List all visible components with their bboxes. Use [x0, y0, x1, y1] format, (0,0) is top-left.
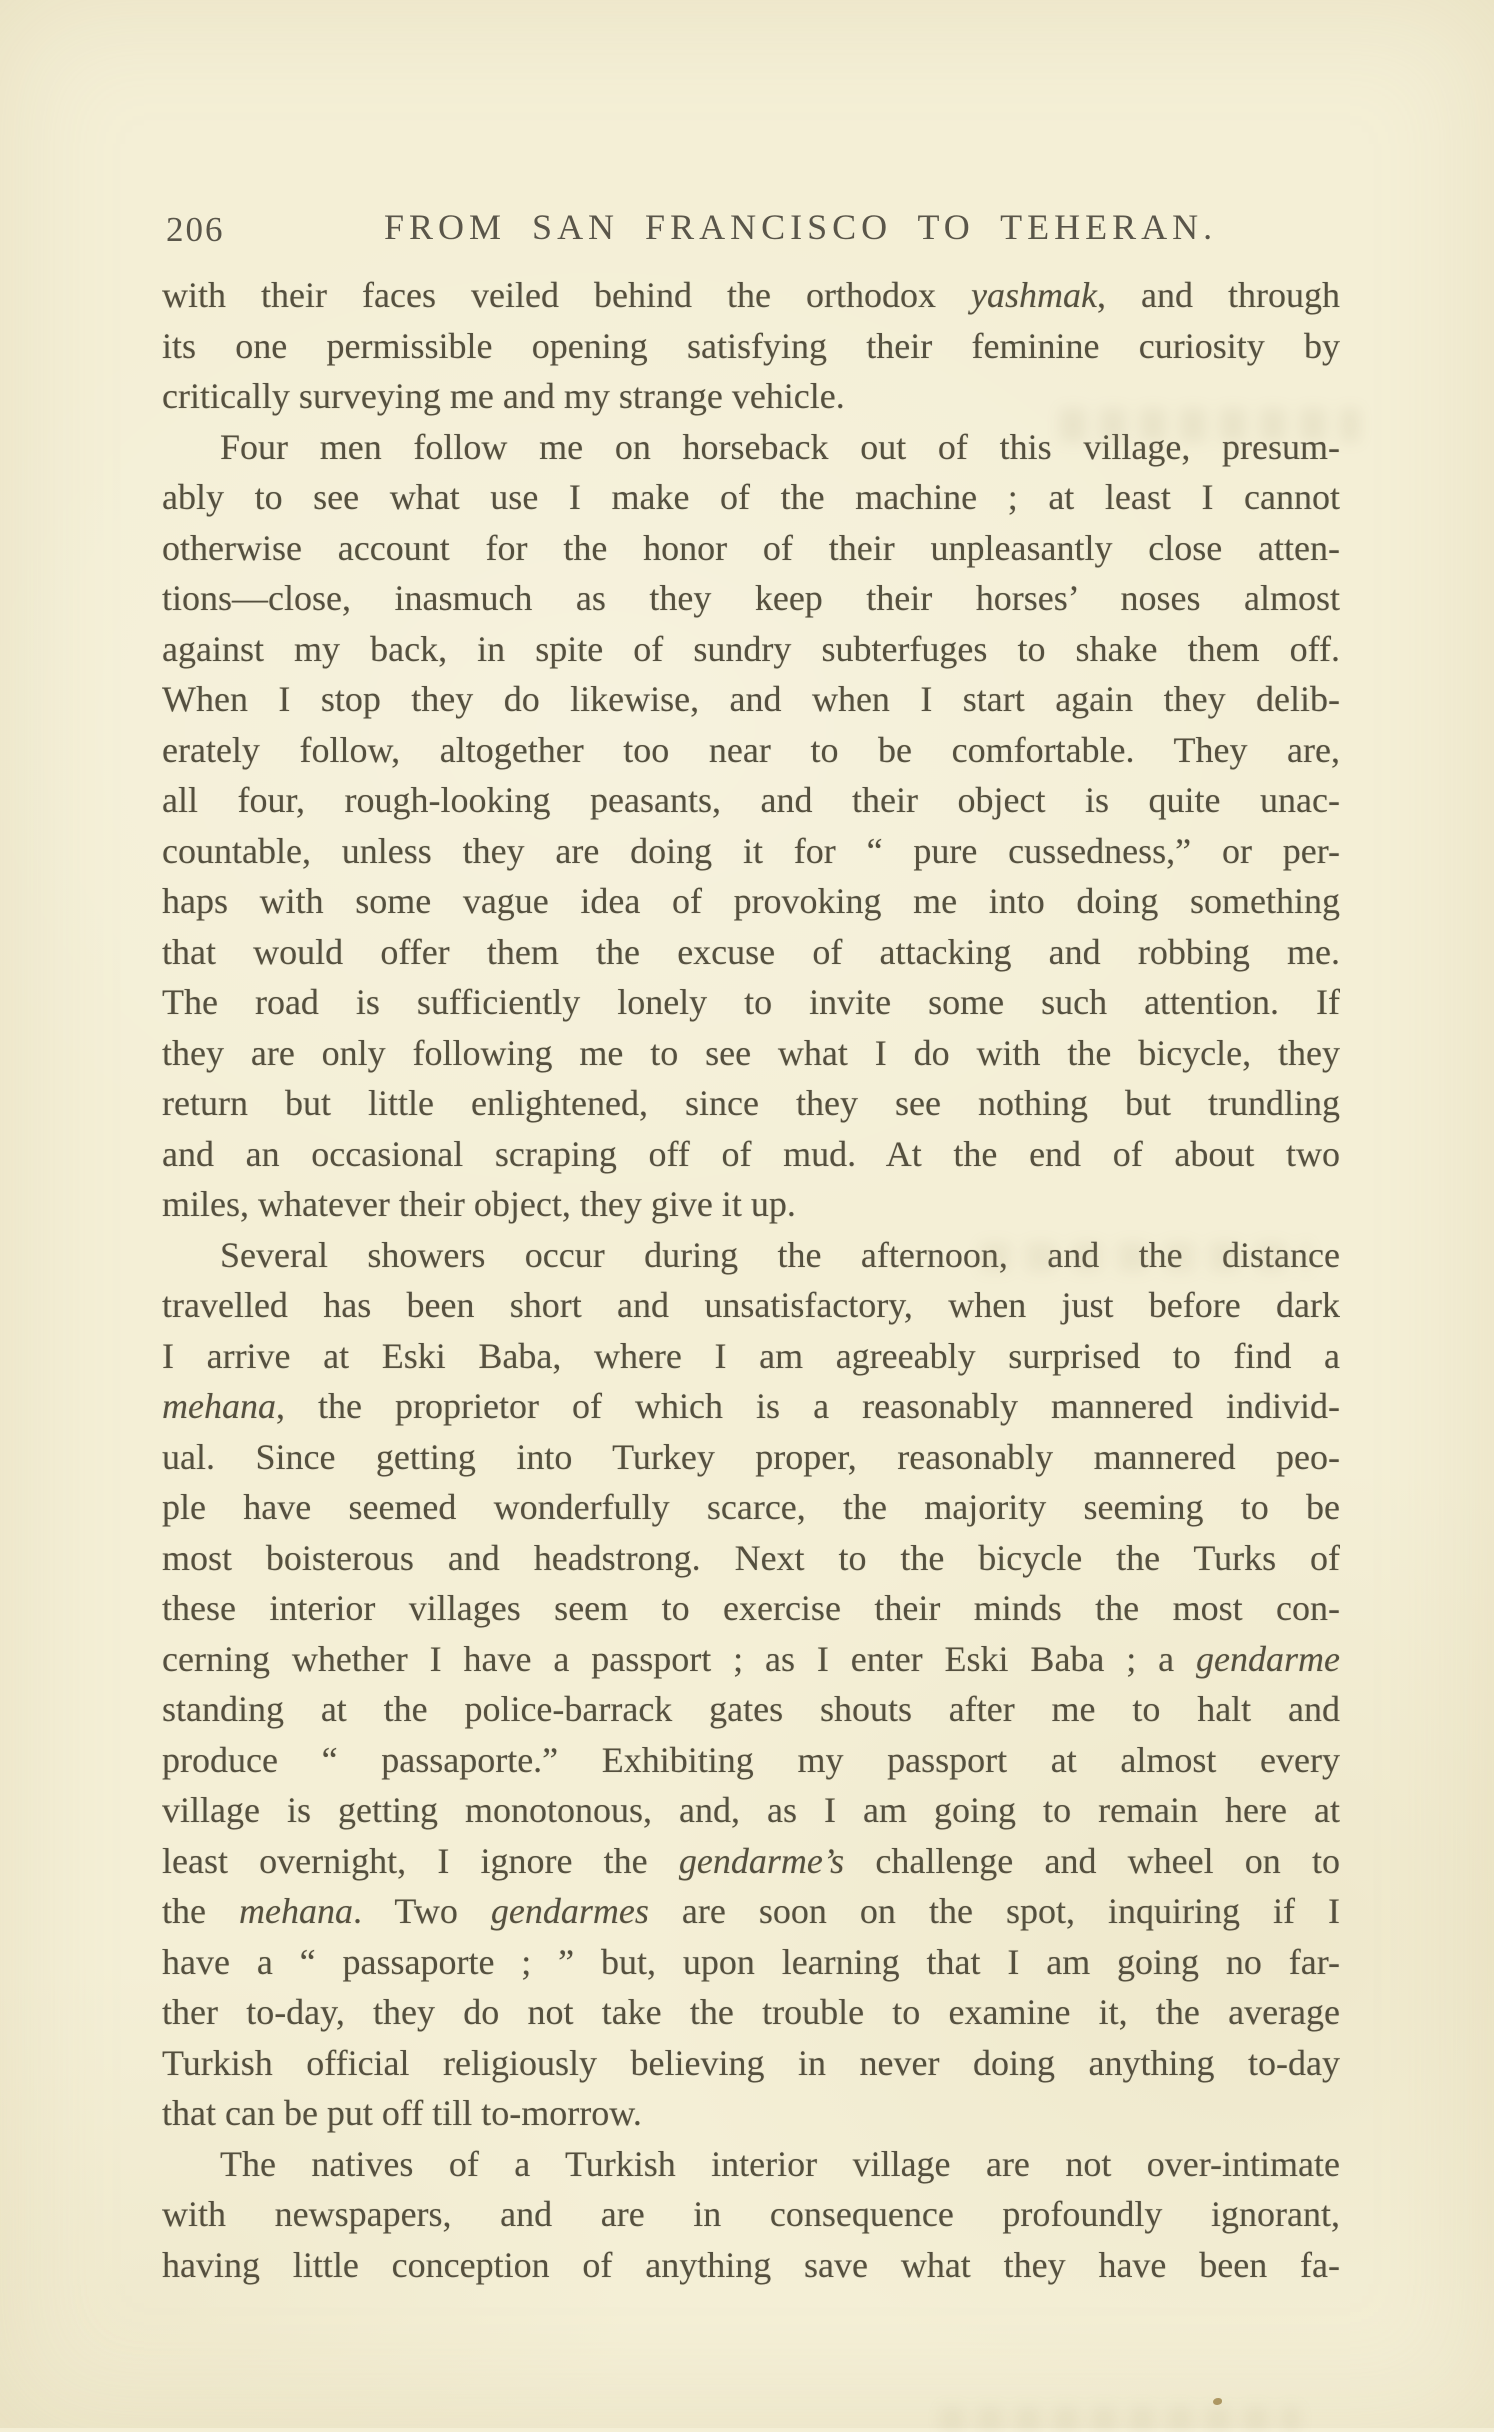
- text-line: that would offer them the excuse of attacking and robbing me.: [162, 931, 1340, 972]
- text-line: standing at the police-barrack gates shouts after me to halt and: [162, 1689, 1340, 1729]
- page-number: 206: [166, 210, 225, 249]
- text-line: The road is sufficiently lonely to invite some such attention. If: [162, 982, 1340, 1022]
- text-line: and an occasional scraping off of mud. At the end of about two: [162, 1133, 1340, 1174]
- text-line: produce “ passaporte.” Exhibiting my passport at almost every: [162, 1739, 1340, 1780]
- paragraph: [162, 2139, 1340, 2291]
- text-line: Turkish official religiously believing in never doing anything to-day: [162, 2042, 1340, 2083]
- text-line: its one permissible opening satisfying their feminine curiosity by: [162, 325, 1340, 366]
- text-line: have a “ passaporte ; ” but, upon learning that I am going no far-: [162, 1941, 1340, 1982]
- text-line: countable, unless they are doing it for “ pure cussedness,” or per-: [162, 830, 1340, 871]
- page-header: [166, 206, 1338, 250]
- text-line: ther to-day, they do not take the trouble to examine it, the average: [162, 1992, 1340, 2032]
- text-line: haps with some vague idea of provoking me into doing something: [162, 881, 1340, 921]
- paragraph: [162, 270, 1340, 422]
- text-line: that can be put off till to-morrow.: [162, 2093, 642, 2133]
- text-line: return but little enlightened, since they see nothing but trundling: [162, 1083, 1340, 1123]
- text-line: against my back, in spite of sundry subterfuges to shake them off.: [162, 628, 1340, 669]
- text-line: otherwise account for the honor of their unpleasantly close atten-: [162, 527, 1340, 568]
- text-line: having little conception of anything save what they have been fa-: [162, 2244, 1340, 2285]
- text-line: least overnight, I ignore the gendarme’s challenge and wheel on to: [162, 1840, 1340, 1881]
- page-body: [162, 270, 1340, 2290]
- text-line: tions—close, inasmuch as they keep their horses’ noses almost: [162, 578, 1340, 618]
- text-line: with their faces veiled behind the orthodox yashmak, and through: [162, 275, 1340, 315]
- running-title: FROM SAN FRANCISCO TO TEHERAN.: [384, 207, 1218, 247]
- text-line: with newspapers, and are in consequence profoundly ignorant,: [162, 2194, 1340, 2234]
- text-line: erately follow, altogether too near to be comfortable. They are,: [162, 729, 1340, 770]
- paper-speck: [1213, 2398, 1222, 2405]
- text-line: ple have seemed wonderfully scarce, the majority seeming to be: [162, 1487, 1340, 1527]
- text-line: Several showers occur during the afternoon, and the distance: [220, 1234, 1340, 1275]
- text-line: they are only following me to see what I do with the bicycle, they: [162, 1032, 1340, 1073]
- text-line: ably to see what use I make of the machine ; at least I cannot: [162, 477, 1340, 517]
- text-line: the mehana. Two gendarmes are soon on the spot, inquiring if I: [162, 1891, 1340, 1931]
- text-line: The natives of a Turkish interior village are not over-intimate: [220, 2143, 1340, 2184]
- text-line: critically surveying me and my strange vehicle.: [162, 376, 845, 416]
- ink-bleedthrough: [940, 2406, 1300, 2432]
- text-line: most boisterous and headstrong. Next to the bicycle the Turks of: [162, 1537, 1340, 1578]
- text-line: ual. Since getting into Turkey proper, reasonably mannered peo-: [162, 1436, 1340, 1477]
- text-line: these interior villages seem to exercise their minds the most con-: [162, 1588, 1340, 1628]
- text-line: I arrive at Eski Baba, where I am agreeably surprised to find a: [162, 1335, 1340, 1376]
- text-line: When I stop they do likewise, and when I start again they delib-: [162, 679, 1340, 719]
- text-line: cerning whether I have a passport ; as I enter Eski Baba ; a gendarme: [162, 1638, 1340, 1679]
- paragraph: [162, 1230, 1340, 2139]
- text-line: Four men follow me on horseback out of this village, presum-: [220, 426, 1340, 467]
- paragraph: [162, 422, 1340, 1230]
- text-line: miles, whatever their object, they give it up.: [162, 1184, 796, 1224]
- text-line: mehana, the proprietor of which is a reasonably mannered individ-: [162, 1386, 1340, 1426]
- text-line: all four, rough-looking peasants, and their object is quite unac-: [162, 780, 1340, 820]
- text-line: village is getting monotonous, and, as I am going to remain here at: [162, 1790, 1340, 1830]
- text-line: travelled has been short and unsatisfactory, when just before dark: [162, 1285, 1340, 1325]
